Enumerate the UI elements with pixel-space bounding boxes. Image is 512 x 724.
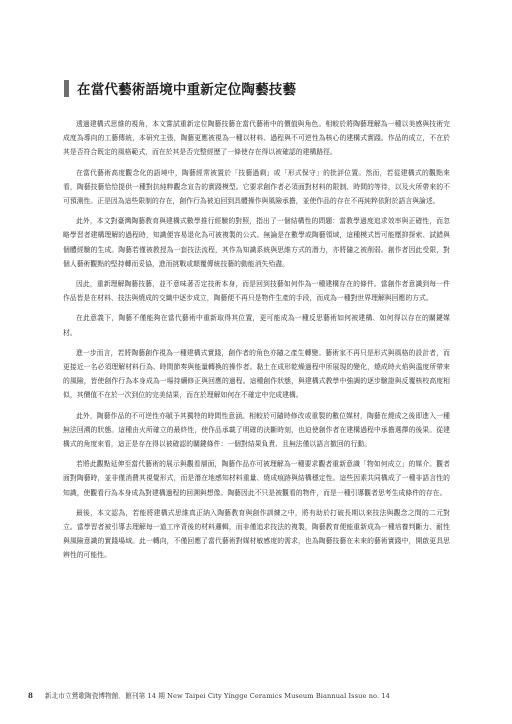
page-footer: [28, 690, 468, 700]
paragraph: 因此，重新理解陶藝技藝，並不意味著否定技術本身，而是回到技藝如何作為一種建構存在的條件。當創作者意識到每一件作品皆是在材料、技法與燒成的交織中逐步成立，陶藝便不再只是物件生產的手段，而成為一種對世界理解與回應的方式。: [63, 280, 450, 303]
journal-name: 新北市立鶯歌陶瓷博物館．館刊第 14 期 New Taipei City Yingge Ceramics Museum Biannual Issue no. 14: [44, 692, 390, 700]
paragraph: 透過建構式思維的視角，本文嘗試重新定位陶藝技藝在當代藝術中的價值與角色。相較於將陶藝理解為一種以美感與技術完成度為導向的工藝傳統，本研究主張，陶藝更應被視為一種以材料、過程與不可逆性為核心的建構式實踐。作品的成立，不在於其是否符合既定的風格範式，而在於其是否完整經歷了一條使存在得以被確認的建構路徑。: [63, 120, 450, 157]
page-number: 8: [28, 691, 33, 700]
paragraph: 進一步而言，若將陶藝創作視為一種建構式實踐，創作者的角色亦隨之產生轉變。藝術家不再只是形式與風格的設計者，而更接近一名必須理解材料行為、時間節奏與能量轉換的操作者。黏土在成形乾燥過程中所展現的變化，燒成時火焰與溫度所帶來的風險，皆使創作行為本身成為一場持續修正與回應的過程。這種創作狀態，與建構式教學中強調的逐步驗證與反覆核校高度相似，其價值不在於一次到位的完美結果，而在於理解如何在不確定中完成建構。: [63, 348, 450, 400]
heading-marker-bar: [64, 80, 69, 97]
paragraph: 在此意義下，陶藝不僅能夠在當代藝術中重新取得其位置，更可能成為一種反思藝術如何被建構、如何得以存在的關鍵媒材。: [63, 314, 450, 337]
section-heading: [64, 78, 454, 98]
paragraph: 此外，本文對臺灣陶藝教育與建構式數學推行經驗的對照，指出了一個結構性的問題：當教學過度追求效率與正確性，而忽略學習者建構理解的過程時，知識便容易退化為可被複製的公式。無論是在數學或陶藝領域，這種模式皆可能壓抑探索、試錯與個體經驗的生成。陶藝若僅被教授為一套技法流程，其作為知識系統與思維方式的潛力，亦將隨之被削弱。創作者因此受限，對個人藝術觀點的堅持轉而妥協，進而挑戰或顛覆傳統技藝的動能消失殆盡。: [63, 217, 450, 268]
paragraph: 最後，本文認為，若能將建構式思維真正納入陶藝教育與創作訓練之中，將有助於打破長期以來技法與觀念之間的二元對立。當學習者被引導去理解每一道工序背後的材料邏輯，而非僅追求技法的複製，陶藝教育便能重新成為一種培養判斷力、耐性與風險意識的實踐場域。此一轉向，不僅回應了當代藝術對媒材敏感度的需求，也為陶藝技藝在未來的藝術實踐中，開啟更具思辨性的可能性。: [63, 508, 450, 560]
article-body: [63, 117, 450, 569]
paragraph: 在當代藝術高度觀念化的語境中，陶藝經常被置於「技藝過剩」或「形式保守」的批評位置。然而，若從建構式的觀點來看，陶藝技藝恰恰提供一種對抗純粹觀念宣告的實踐模型。它要求創作者必須面對材料的限制、時間的等待，以及火所帶來的不可預測性。正是因為這些限制的存在，創作行為被迫回到具體操作與風險承擔，並使作品的存在不再純粹依附於語言與論述。: [63, 168, 450, 206]
paragraph: 此外，陶藝作品的不可逆性亦賦予其獨特的時間性意涵。相較於可隨時修改或重製的數位媒材，陶藝在燒成之後即進入一種無法回溯的狀態。這種由火所確立的最終性，使作品承載了明確的決斷時刻，也迫使創作者在建構過程中承擔選擇的後果。從建構式的角度來看，這正是存在得以被確認的關鍵條件：一個對結果負責、且無法僅以語言撤回的行動。: [63, 411, 450, 449]
section-title: 在當代藝術語境中重新定位陶藝技藝: [77, 82, 297, 98]
paragraph: 若將此觀點延伸至當代藝術的展示與觀看層面，陶藝作品亦可被理解為一種要求觀者重新意識「物如何成立」的媒介。觀者面對陶藝時，並非僅消費其視覺形式，而是潛在地感知材料重量、燒成痕跡與結構穩定性。這些因素共同構成了一種非語言性的知識，使觀看行為本身成為對建構過程的回溯與想像。陶藝因此不只是被觀看的物件，而是一種引導觀者思考生成條件的存在。: [63, 460, 450, 497]
